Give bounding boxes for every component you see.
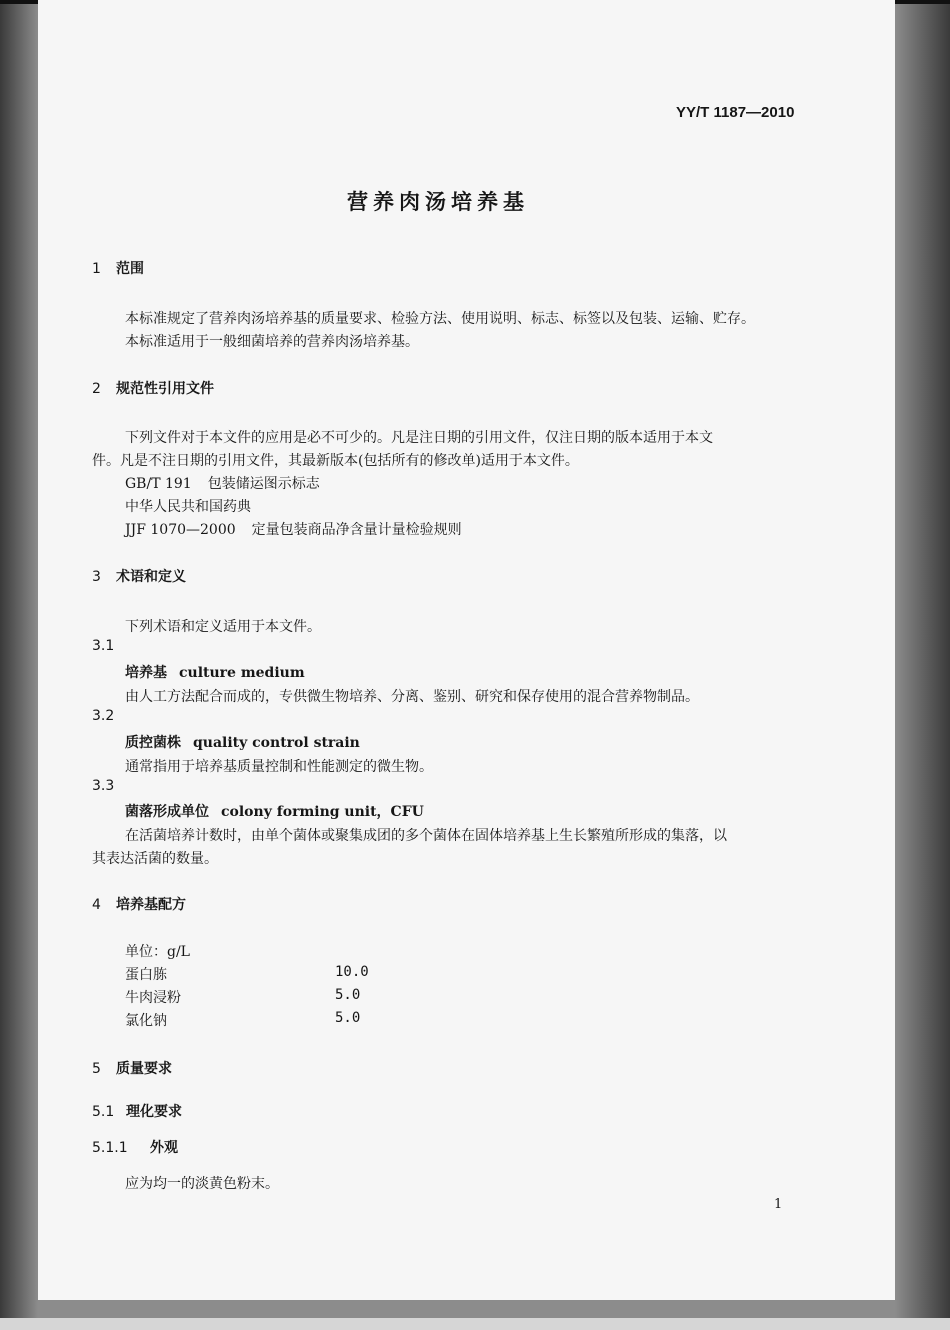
term-name: [125, 801, 424, 821]
reference-title: 定量包装商品净含量计量检验规则: [251, 522, 462, 538]
section-2-heading: [92, 378, 214, 398]
section-3-number: 3: [92, 569, 101, 585]
reference-item: [125, 473, 320, 493]
bottom-light-strip: [0, 1318, 950, 1330]
term-number: 3.2: [92, 708, 115, 724]
reference-title: 包装储运图示标志: [207, 476, 320, 492]
term-name-en: culture medium: [179, 665, 305, 681]
term-definition-line-2: 其表达活菌的数量。: [92, 851, 218, 867]
subsection-5-1-1-number: 5.1.1: [92, 1140, 128, 1156]
section-1-number: 1: [92, 261, 101, 277]
ingredient-amount: 5.0: [335, 1010, 361, 1026]
subsection-5-1-1-title: 外观: [150, 1140, 178, 1156]
section-2-para-line-1: 下列文件对于本文件的应用是必不可少的。凡是注日期的引用文件，仅注日期的版本适用于本文: [125, 430, 713, 446]
section-3-intro: 下列术语和定义适用于本文件。: [125, 619, 321, 635]
term-definition: 由人工方法配合而成的，专供微生物培养、分离、鉴别、研究和保存使用的混合营养物制品。: [125, 689, 699, 705]
term-definition: 通常指用于培养基质量控制和性能测定的微生物。: [125, 759, 433, 775]
section-3-title: 术语和定义: [116, 569, 186, 585]
formula-unit: 单位：g/L: [125, 944, 190, 960]
subsection-5-1-title: 理化要求: [126, 1104, 182, 1120]
subsection-5-1-1-heading: [92, 1137, 178, 1157]
section-5-number: 5: [92, 1061, 101, 1077]
subsection-5-1-heading: [92, 1101, 182, 1121]
section-5-title: 质量要求: [116, 1061, 172, 1077]
reference-item: [125, 496, 251, 516]
section-1-para-2: 本标准适用于一般细菌培养的营养肉汤培养基。: [125, 334, 419, 350]
ingredient-amount: 10.0: [335, 964, 369, 980]
term-number: 3.3: [92, 778, 115, 794]
section-1-heading: [92, 258, 144, 278]
section-2-title: 规范性引用文件: [116, 381, 214, 397]
section-4-heading: [92, 894, 186, 914]
ingredient-name: 蛋白胨: [125, 967, 167, 983]
section-3-heading: [92, 566, 186, 586]
standard-code: YY/T 1187—2010: [676, 104, 795, 121]
ingredient-amount: 5.0: [335, 987, 361, 1003]
reference-item: [125, 519, 462, 539]
term-name-zh: 质控菌株: [125, 735, 181, 751]
term-name: [125, 732, 360, 752]
section-2-para-line-2: 件。凡是不注日期的引用文件，其最新版本(包括所有的修改单)适用于本文件。: [92, 453, 579, 469]
term-name-en: colony forming unit，CFU: [221, 804, 424, 820]
section-2-number: 2: [92, 381, 101, 397]
ingredient-name: 氯化钠: [125, 1013, 167, 1029]
ingredient-name: 牛肉浸粉: [125, 990, 181, 1006]
document-page: [38, 0, 895, 1300]
term-number: 3.1: [92, 638, 115, 654]
term-name-en: quality control strain: [193, 735, 360, 751]
term-name: [125, 662, 305, 682]
section-1-title: 范围: [116, 261, 144, 277]
page-number: 1: [774, 1197, 783, 1212]
appearance-text: 应为均一的淡黄色粉末。: [125, 1176, 279, 1192]
reference-code: GB/T 191: [125, 476, 192, 492]
term-name-zh: 菌落形成单位: [125, 804, 209, 820]
section-4-number: 4: [92, 897, 101, 913]
document-title: 营养肉汤培养基: [347, 190, 529, 214]
term-name-zh: 培养基: [125, 665, 167, 681]
term-definition-line-1: 在活菌培养计数时，由单个菌体或聚集成团的多个菌体在固体培养基上生长繁殖所形成的集落，以: [125, 828, 727, 844]
reference-title: 中华人民共和国药典: [125, 499, 251, 515]
section-5-heading: [92, 1058, 172, 1078]
subsection-5-1-number: 5.1: [92, 1104, 115, 1120]
reference-code: JJF 1070—2000: [125, 522, 236, 538]
section-4-title: 培养基配方: [116, 897, 186, 913]
section-1-para-1: 本标准规定了营养肉汤培养基的质量要求、检验方法、使用说明、标志、标签以及包装、运输、贮存。: [125, 311, 755, 327]
